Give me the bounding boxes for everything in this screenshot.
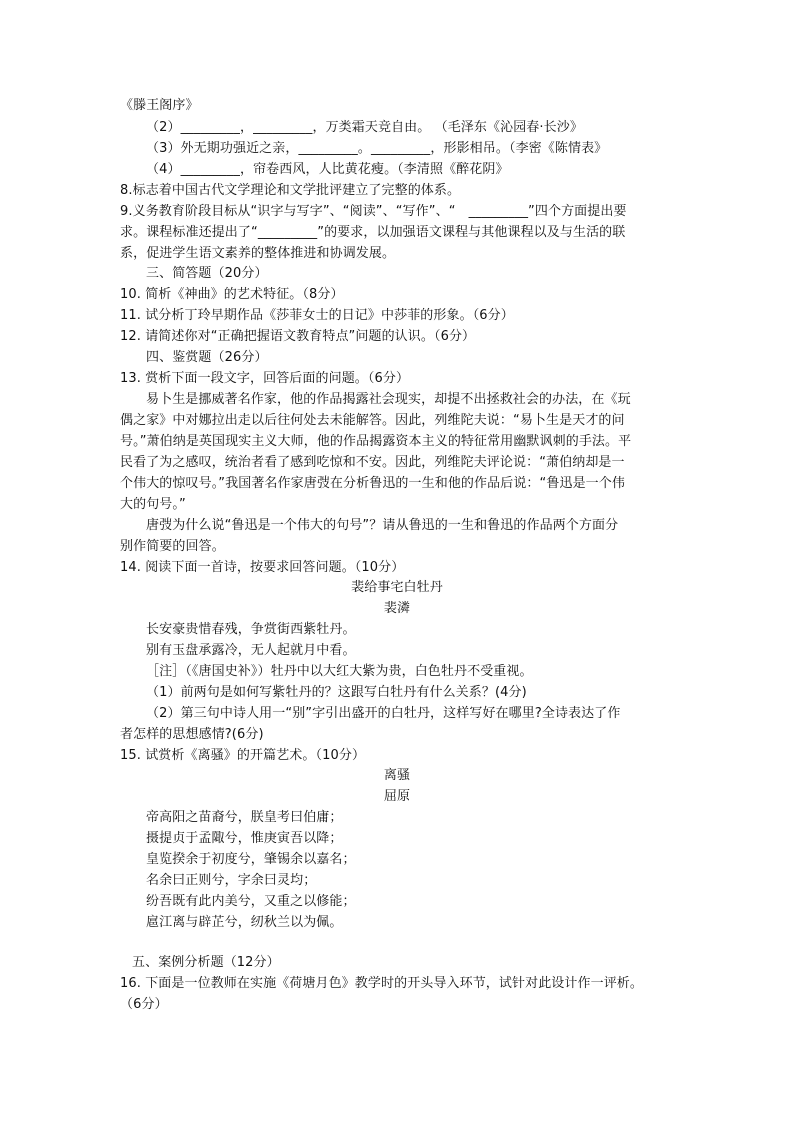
doc-line: 16. 下面是一位教师在实施《荷塘月色》教学时的开头导入环节，试针对此设计作一评析。 <box>120 976 644 991</box>
poem-line: 帝高阳之苗裔兮，朕皇考曰伯庸； <box>146 810 343 825</box>
doc-line: 唐弢为什么说“鲁迅是一个伟大的句号”？请从鲁迅的一生和鲁迅的作品两个方面分 <box>146 518 619 533</box>
doc-line: （4）_________，帘卷西风，人比黄花瘦。（李清照《醉花阴》 <box>146 162 509 177</box>
doc-line: 8.标志着中国古代文学理论和文学批评建立了完整的体系。 <box>120 183 461 198</box>
poem-line: 皇览揆余于初度兮，肇锡余以嘉名； <box>146 852 356 867</box>
doc-line: 民看了为之感叹，统治者看了感到吃惊和不安。因此，列维陀夫评论说：“萧伯纳却是一 <box>120 455 625 470</box>
doc-line: （2）_________，_________，万类霜天竞自由。 （毛泽东《沁园春·长沙》 <box>146 120 583 135</box>
poem-author: 屈原 <box>383 789 411 804</box>
doc-line: 大的句号。” <box>120 497 186 512</box>
doc-line: 9.义务教育阶段目标从“识字与写字”、“阅读”、“写作”、“ _________”四个方面提出要 <box>120 204 627 219</box>
doc-line: 个伟大的惊叹号。”我国著名作家唐弢在分析鲁迅的一生和他的作品后说：“鲁迅是一个伟 <box>120 476 625 491</box>
doc-line: 系，促进学生语文素养的整体推进和协调发展。 <box>120 246 396 261</box>
doc-line: （3）外无期功强近之亲，_________。_________，形影相吊。（李密《陈情表》 <box>146 141 608 156</box>
doc-line: 易卜生是挪威著名作家，他的作品揭露社会现实，却提不出拯救社会的办法，在《玩 <box>146 392 631 407</box>
poem-title: 裴给事宅白牡丹 <box>351 580 443 595</box>
poem-line: 别有玉盘承露冷，无人起就月中看。 <box>146 643 356 658</box>
poem-title: 离骚 <box>383 768 411 783</box>
poem-author: 裴潾 <box>383 601 411 616</box>
doc-line: （6分） <box>120 997 168 1012</box>
section-heading: 五、案例分析题（12分） <box>132 955 280 970</box>
doc-line: 14. 阅读下面一首诗，按要求回答问题。（10分） <box>120 560 405 575</box>
doc-line: 12. 请简述你对“正确把握语文教育特点”问题的认识。（6分） <box>120 329 476 344</box>
poem-line: 名余曰正则兮，字余曰灵均； <box>146 873 317 888</box>
doc-line: 11. 试分析丁玲早期作品《莎菲女士的日记》中莎菲的形象。（6分） <box>120 308 514 323</box>
section-heading: 三、简答题（20分） <box>146 266 268 281</box>
doc-line: （1）前两句是如何写紫牡丹的？这跟写白牡丹有什么关系？(4分) <box>146 685 527 700</box>
section-heading: 四、鉴赏题（26分） <box>146 350 268 365</box>
doc-line: （2）第三句中诗人用一“别”字引出盛开的白牡丹，这样写好在哪里?全诗表达了作 <box>146 706 621 721</box>
doc-line: 号。”萧伯纳是英国现实主义大师，他的作品揭露资本主义的特征常用幽默讽刺的手法。平 <box>120 434 632 449</box>
poem-line: 长安豪贵惜春残，争赏街西紫牡丹。 <box>146 622 356 637</box>
doc-line: ［注］（《唐国史补》）牡丹中以大红大紫为贵，白色牡丹不受重视。 <box>146 664 533 679</box>
poem-line: 摄提贞于孟陬兮，惟庚寅吾以降； <box>146 831 343 846</box>
doc-line: 求。课程标准还提出了“_________”的要求，以加强语文课程与其他课程以及与生活的联 <box>120 225 626 240</box>
poem-line: 扈江离与辟芷兮，纫秋兰以为佩。 <box>146 915 343 930</box>
doc-line: 13. 赏析下面一段文字，回答后面的问题。（6分） <box>120 371 410 386</box>
doc-line: 别作简要的回答。 <box>120 539 225 554</box>
doc-line: 15. 试赏析《离骚》的开篇艺术。（10分） <box>120 748 366 763</box>
doc-line: 者怎样的思想感情?(6分) <box>120 727 264 742</box>
doc-line: 10. 简析《神曲》的艺术特征。（8分） <box>120 287 344 302</box>
doc-line: 《滕王阁序》 <box>120 98 199 113</box>
doc-line: 偶之家》中对娜拉出走以后往何处去未能解答。因此，列维陀夫说：“易卜生是天才的问 <box>120 413 625 428</box>
poem-line: 纷吾既有此内美兮，又重之以修能； <box>146 894 356 909</box>
